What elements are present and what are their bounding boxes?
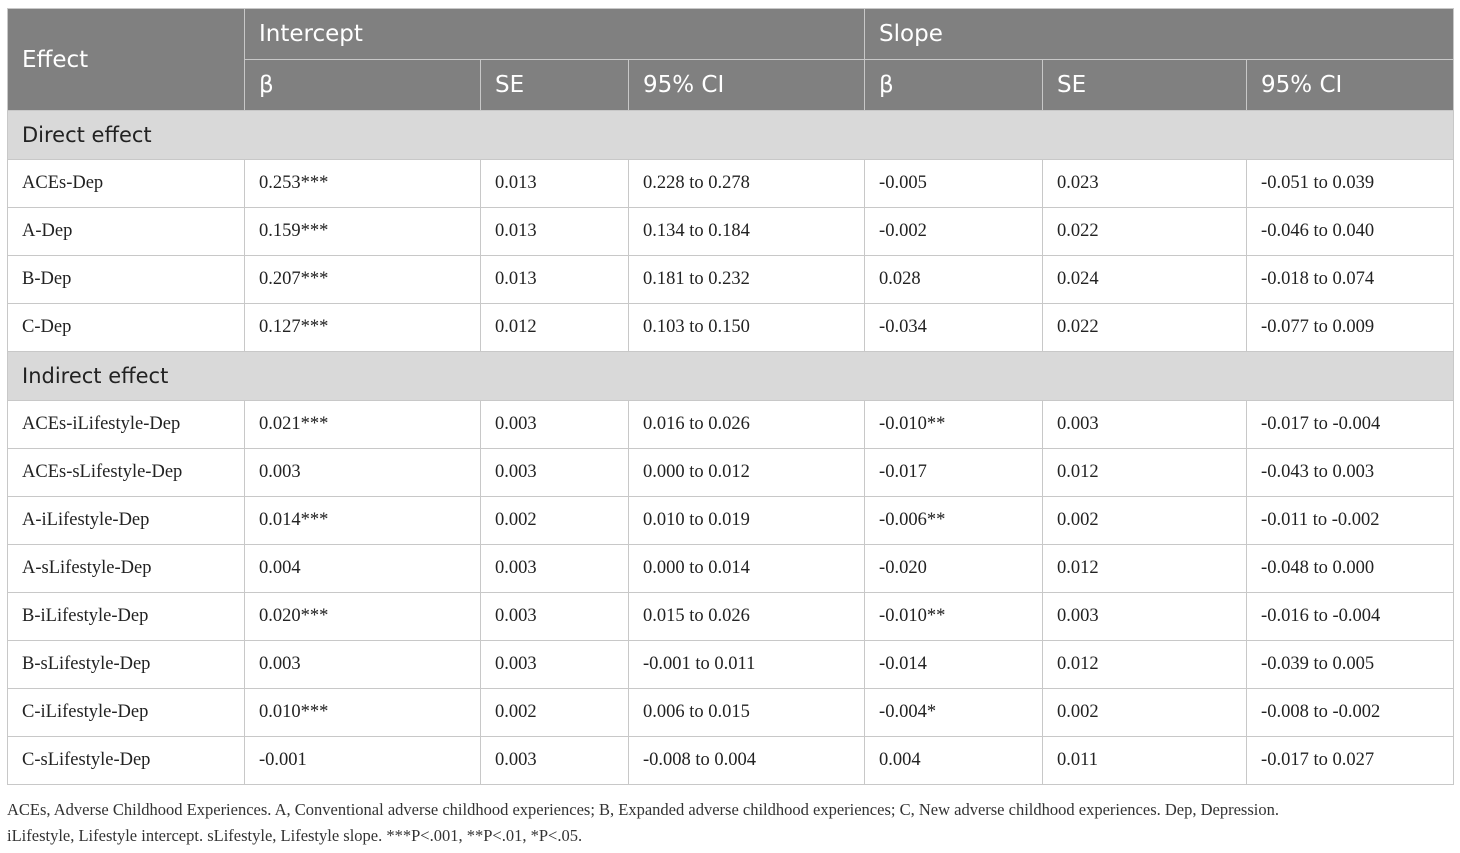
results-table-container bbox=[7, 8, 1453, 785]
table-body bbox=[8, 111, 1454, 785]
table-cell: 0.012 bbox=[1043, 545, 1247, 593]
table-row bbox=[8, 497, 1454, 545]
table-cell: ACEs-iLifestyle-Dep bbox=[8, 401, 245, 449]
table-cell: -0.039 to 0.005 bbox=[1247, 641, 1454, 689]
table-cell: C-sLifestyle-Dep bbox=[8, 737, 245, 785]
table-cell: 0.003 bbox=[481, 593, 629, 641]
table-cell: 0.023 bbox=[1043, 160, 1247, 208]
table-cell: 0.207*** bbox=[245, 256, 481, 304]
table-cell: 0.022 bbox=[1043, 208, 1247, 256]
table-cell: 0.253*** bbox=[245, 160, 481, 208]
table-cell: 0.000 to 0.012 bbox=[629, 449, 865, 497]
table-cell: 0.000 to 0.014 bbox=[629, 545, 865, 593]
table-cell: -0.016 to -0.004 bbox=[1247, 593, 1454, 641]
table-cell: 0.012 bbox=[481, 304, 629, 352]
header-intercept: Intercept bbox=[245, 9, 865, 60]
table-cell: 0.003 bbox=[245, 449, 481, 497]
table-cell: 0.012 bbox=[1043, 641, 1247, 689]
table-cell: 0.012 bbox=[1043, 449, 1247, 497]
table-cell: 0.011 bbox=[1043, 737, 1247, 785]
table-cell: 0.013 bbox=[481, 160, 629, 208]
header-slope-se: SE bbox=[1043, 60, 1247, 111]
results-table bbox=[7, 8, 1454, 785]
table-cell: 0.010*** bbox=[245, 689, 481, 737]
table-cell: -0.048 to 0.000 bbox=[1247, 545, 1454, 593]
table-cell: 0.016 to 0.026 bbox=[629, 401, 865, 449]
table-cell: 0.004 bbox=[865, 737, 1043, 785]
table-cell: -0.011 to -0.002 bbox=[1247, 497, 1454, 545]
header-intercept-ci: 95% CI bbox=[629, 60, 865, 111]
table-cell: A-Dep bbox=[8, 208, 245, 256]
table-cell: -0.008 to -0.002 bbox=[1247, 689, 1454, 737]
table-cell: 0.002 bbox=[1043, 689, 1247, 737]
table-cell: B-sLifestyle-Dep bbox=[8, 641, 245, 689]
table-cell: 0.003 bbox=[1043, 593, 1247, 641]
table-cell: 0.003 bbox=[481, 449, 629, 497]
table-row bbox=[8, 545, 1454, 593]
table-cell: -0.077 to 0.009 bbox=[1247, 304, 1454, 352]
table-cell: -0.014 bbox=[865, 641, 1043, 689]
table-cell: -0.017 to 0.027 bbox=[1247, 737, 1454, 785]
table-cell: -0.017 bbox=[865, 449, 1043, 497]
table-cell: 0.014*** bbox=[245, 497, 481, 545]
table-row bbox=[8, 593, 1454, 641]
table-cell: 0.021*** bbox=[245, 401, 481, 449]
table-cell: -0.010** bbox=[865, 401, 1043, 449]
section-label: Direct effect bbox=[8, 111, 1454, 160]
table-cell: -0.010** bbox=[865, 593, 1043, 641]
table-cell: -0.004* bbox=[865, 689, 1043, 737]
table-cell: C-Dep bbox=[8, 304, 245, 352]
table-cell: 0.003 bbox=[1043, 401, 1247, 449]
table-row bbox=[8, 449, 1454, 497]
table-cell: 0.003 bbox=[481, 545, 629, 593]
table-cell: 0.134 to 0.184 bbox=[629, 208, 865, 256]
table-row bbox=[8, 160, 1454, 208]
header-slope-beta: β bbox=[865, 60, 1043, 111]
table-cell: -0.043 to 0.003 bbox=[1247, 449, 1454, 497]
table-cell: ACEs-Dep bbox=[8, 160, 245, 208]
table-cell: -0.046 to 0.040 bbox=[1247, 208, 1454, 256]
table-cell: 0.159*** bbox=[245, 208, 481, 256]
table-cell: 0.228 to 0.278 bbox=[629, 160, 865, 208]
table-cell: B-iLifestyle-Dep bbox=[8, 593, 245, 641]
table-cell: 0.103 to 0.150 bbox=[629, 304, 865, 352]
table-row bbox=[8, 256, 1454, 304]
table-cell: 0.013 bbox=[481, 256, 629, 304]
table-cell: -0.006** bbox=[865, 497, 1043, 545]
header-effect: Effect bbox=[8, 9, 245, 111]
table-cell: C-iLifestyle-Dep bbox=[8, 689, 245, 737]
footnote-line-1: ACEs, Adverse Childhood Experiences. A, Conventional adverse childhood experiences; B, Expanded adverse childhood experiences; C, New adverse childhood experiences. Dep, Depression. bbox=[7, 800, 1279, 819]
section-row bbox=[8, 111, 1454, 160]
table-cell: 0.013 bbox=[481, 208, 629, 256]
section-label: Indirect effect bbox=[8, 352, 1454, 401]
table-cell: -0.017 to -0.004 bbox=[1247, 401, 1454, 449]
table-cell: -0.051 to 0.039 bbox=[1247, 160, 1454, 208]
table-cell: 0.022 bbox=[1043, 304, 1247, 352]
footnote-line-2: iLifestyle, Lifestyle intercept. sLifestyle, Lifestyle slope. ***P<.001, **P<.01, *P<.05. bbox=[7, 826, 583, 845]
table-cell: ACEs-sLifestyle-Dep bbox=[8, 449, 245, 497]
section-row bbox=[8, 352, 1454, 401]
table-cell: 0.024 bbox=[1043, 256, 1247, 304]
table-cell: 0.003 bbox=[481, 401, 629, 449]
table-cell: 0.003 bbox=[481, 641, 629, 689]
table-cell: 0.015 to 0.026 bbox=[629, 593, 865, 641]
table-cell: 0.004 bbox=[245, 545, 481, 593]
table-row bbox=[8, 208, 1454, 256]
table-cell: 0.003 bbox=[245, 641, 481, 689]
table-cell: -0.001 bbox=[245, 737, 481, 785]
table-cell: A-iLifestyle-Dep bbox=[8, 497, 245, 545]
table-cell: -0.002 bbox=[865, 208, 1043, 256]
header-intercept-se: SE bbox=[481, 60, 629, 111]
table-row bbox=[8, 401, 1454, 449]
table-cell: A-sLifestyle-Dep bbox=[8, 545, 245, 593]
table-footnote bbox=[7, 797, 1457, 849]
table-cell: 0.002 bbox=[1043, 497, 1247, 545]
table-cell: 0.002 bbox=[481, 497, 629, 545]
table-cell: -0.005 bbox=[865, 160, 1043, 208]
table-cell: 0.002 bbox=[481, 689, 629, 737]
table-cell: 0.127*** bbox=[245, 304, 481, 352]
table-cell: 0.028 bbox=[865, 256, 1043, 304]
table-row bbox=[8, 304, 1454, 352]
table-cell: -0.034 bbox=[865, 304, 1043, 352]
table-cell: -0.008 to 0.004 bbox=[629, 737, 865, 785]
table-cell: -0.020 bbox=[865, 545, 1043, 593]
table-cell: 0.181 to 0.232 bbox=[629, 256, 865, 304]
table-row bbox=[8, 689, 1454, 737]
table-cell: -0.018 to 0.074 bbox=[1247, 256, 1454, 304]
table-cell: 0.020*** bbox=[245, 593, 481, 641]
header-slope-ci: 95% CI bbox=[1247, 60, 1454, 111]
table-cell: B-Dep bbox=[8, 256, 245, 304]
table-row bbox=[8, 737, 1454, 785]
table-cell: 0.010 to 0.019 bbox=[629, 497, 865, 545]
header-intercept-beta: β bbox=[245, 60, 481, 111]
table-row bbox=[8, 641, 1454, 689]
table-cell: 0.006 to 0.015 bbox=[629, 689, 865, 737]
table-header bbox=[8, 9, 1454, 111]
header-slope: Slope bbox=[865, 9, 1454, 60]
table-cell: -0.001 to 0.011 bbox=[629, 641, 865, 689]
table-cell: 0.003 bbox=[481, 737, 629, 785]
